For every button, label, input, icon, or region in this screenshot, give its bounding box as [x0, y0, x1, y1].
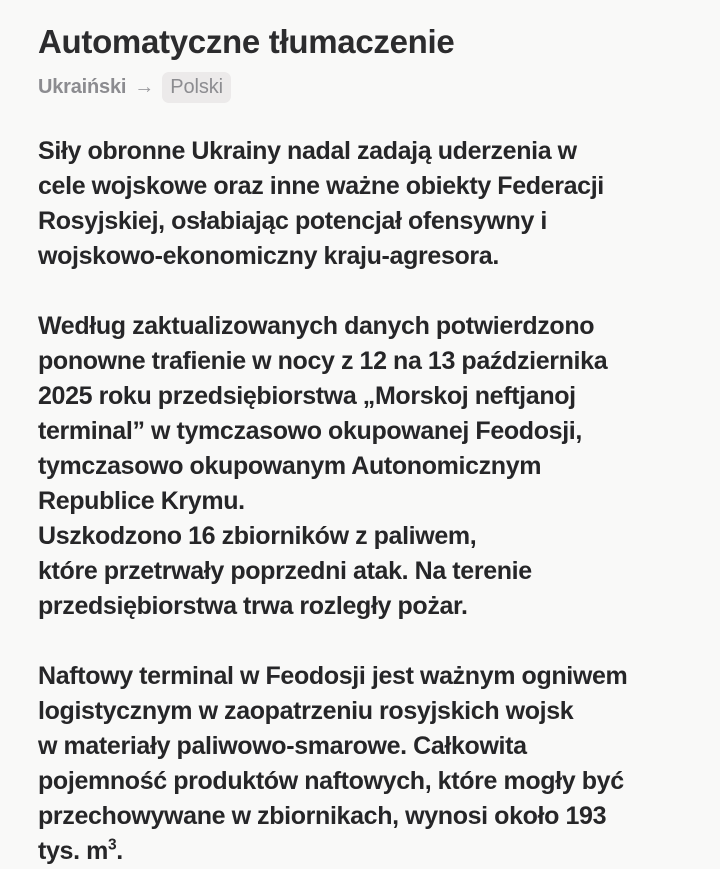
- translation-line: Rosyjskiej, osłabiając potencjał ofensywny i: [38, 207, 547, 235]
- translation-header: [38, 0, 682, 101]
- translation-paragraph: [38, 309, 682, 624]
- translation-line: przedsiębiorstwa trwa rozległy pożar.: [38, 592, 468, 620]
- translation-line: Według zaktualizowanych danych potwierdzono: [38, 312, 595, 340]
- source-language-label: Ukraiński: [38, 76, 127, 98]
- superscript-three: 3: [107, 836, 117, 854]
- translation-line: terminal” w tymczasowo okupowanej Feodosji,: [38, 417, 582, 445]
- arrow-right-icon: →: [134, 76, 155, 98]
- translation-line: 2025 roku przedsiębiorstwa „Morskoj neftjanoj: [38, 382, 576, 410]
- translation-line: wojskowo-ekonomiczny kraju-agresora.: [38, 242, 499, 270]
- translation-line: logistycznym w zaopatrzeniu rosyjskich wojsk: [38, 697, 574, 725]
- translation-line: Naftowy terminal w Feodosji jest ważnym ogniwem: [38, 662, 628, 690]
- language-pair: [38, 73, 682, 101]
- translation-line: Republice Krymu.: [38, 487, 245, 515]
- translation-line: Siły obronne Ukrainy nadal zadają uderzenia w: [38, 137, 577, 165]
- translation-line: przechowywane w zbiornikach, wynosi około 193: [38, 802, 607, 830]
- translation-line: tymczasowo okupowanym Autonomicznym: [38, 452, 542, 480]
- translation-line: tys. $m^3$.: [38, 836, 123, 865]
- translation-body: [38, 134, 682, 869]
- translation-line: cele wojskowe oraz inne ważne obiekty Federacji: [38, 172, 604, 200]
- translation-paragraph: [38, 134, 682, 274]
- translation-line: w materiały paliwowo-smarowe. Całkowita: [38, 732, 527, 760]
- target-language-badge[interactable]: Polski: [162, 72, 231, 103]
- translation-line: ponowne trafienie w nocy z 12 na 13 października: [38, 347, 608, 375]
- translation-line: które przetrwały poprzedni atak. Na terenie: [38, 557, 532, 585]
- translation-line: pojemność produktów naftowych, które mogły być: [38, 767, 624, 795]
- page-title: Automatyczne tłumaczenie: [38, 23, 455, 60]
- translation-line: Uszkodzono 16 zbiorników z paliwem,: [38, 522, 477, 550]
- translation-paragraph: [38, 659, 682, 869]
